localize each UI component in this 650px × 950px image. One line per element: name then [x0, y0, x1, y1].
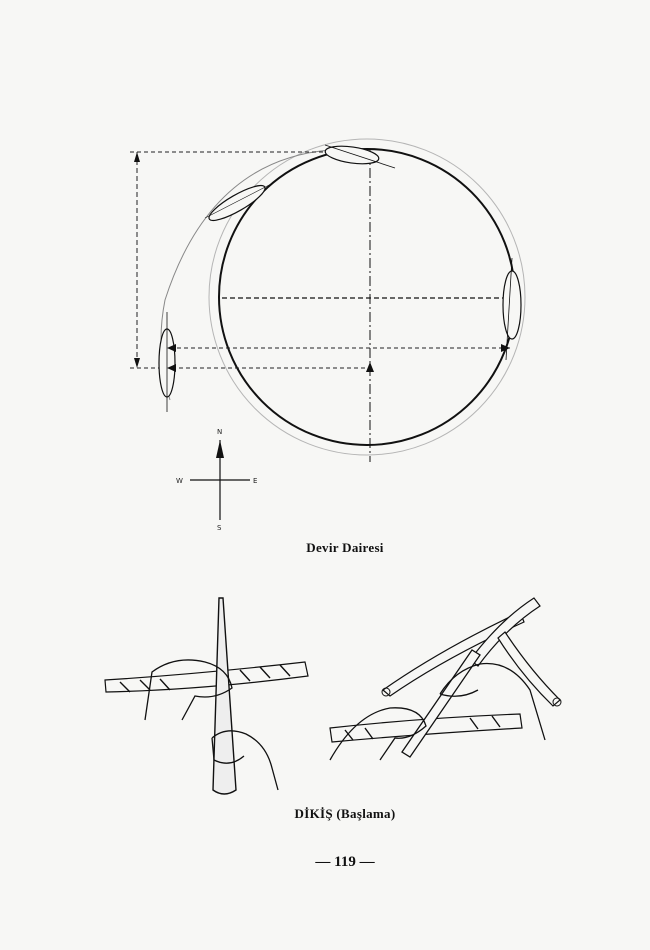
page-number: — 119 — — [315, 854, 375, 870]
wooden-fid — [402, 650, 480, 757]
compass-north-label: N — [217, 428, 223, 436]
compass-west-label: W — [176, 477, 183, 485]
figure-caption-turning-circle: Devir Dairesi — [306, 540, 384, 555]
rope-left — [105, 662, 308, 692]
figure-caption-splice: DİKİŞ (Başlama) — [294, 806, 396, 821]
compass-south-label: S — [217, 524, 222, 532]
compass-east-label: E — [253, 477, 258, 485]
